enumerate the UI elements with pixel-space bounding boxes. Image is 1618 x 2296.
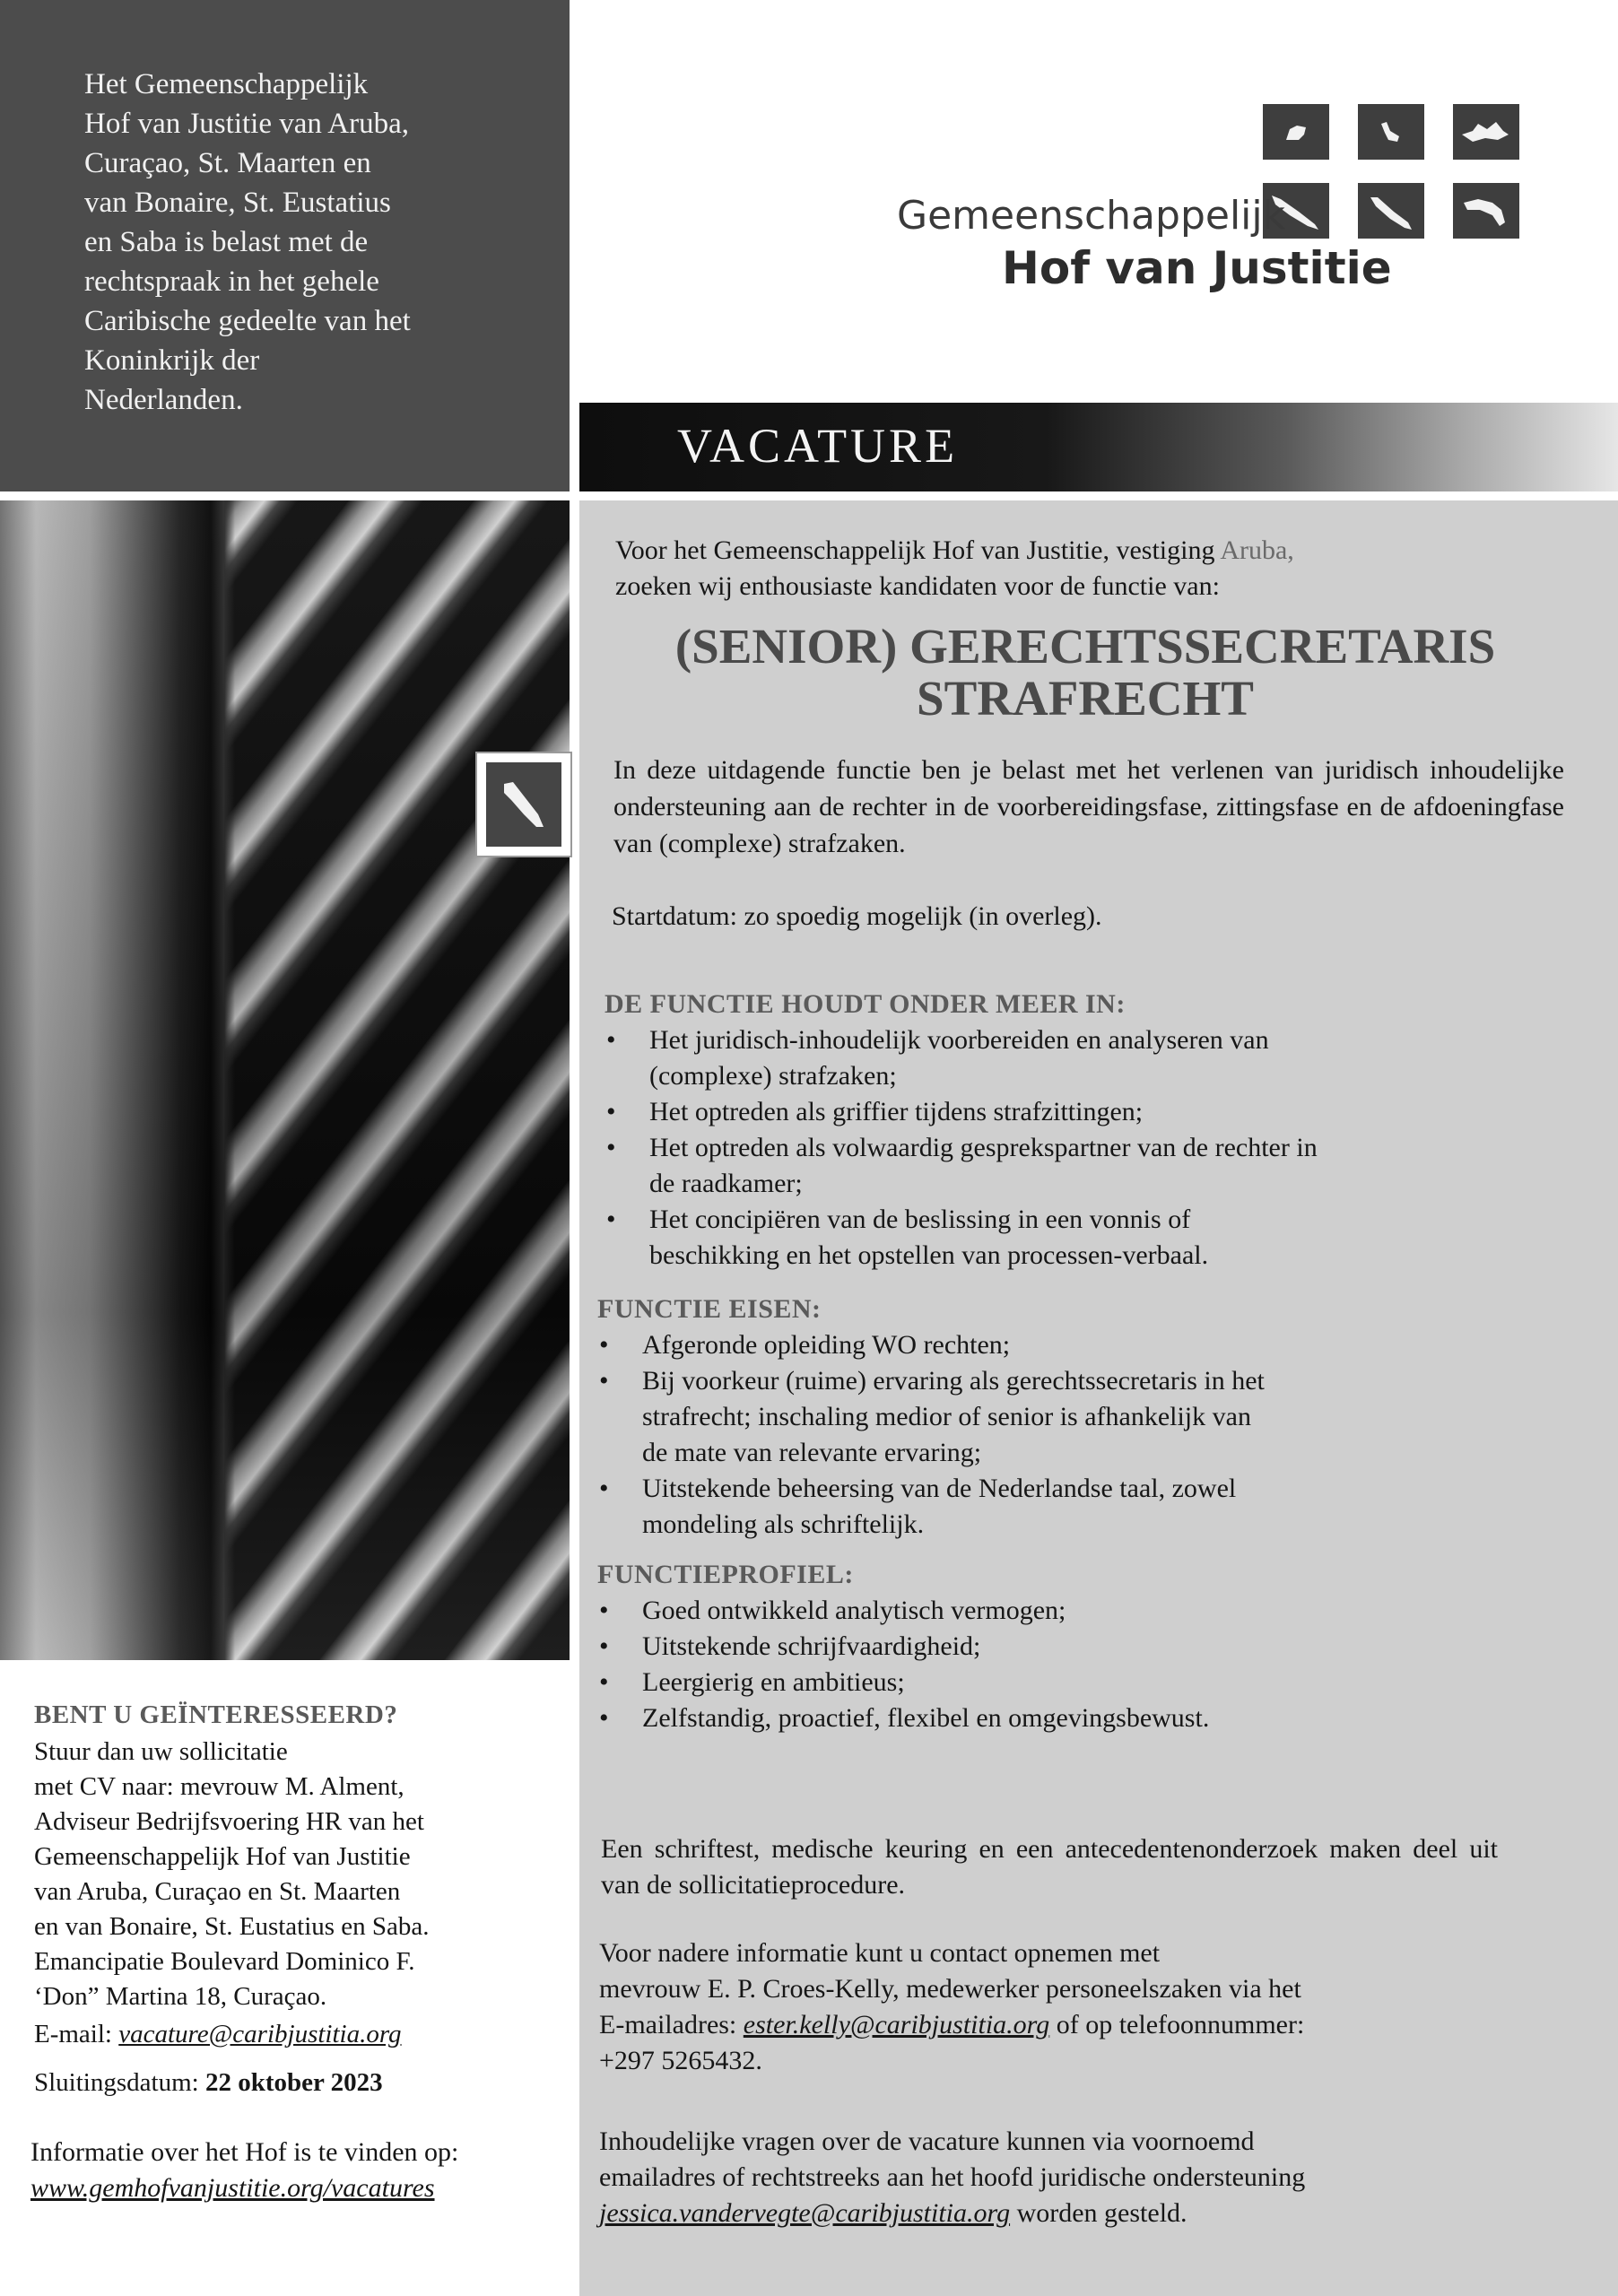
list-item: • Uitstekende beheersing van de Nederlandse taal, zowel mondeling als schriftelijk. (592, 1471, 1561, 1543)
list-item: • Het optreden als volwaardig gesprekspartner van de rechter in de raadkamer; (599, 1130, 1568, 1202)
contact-line1: Voor nadere informatie kunt u contact opnemen met (599, 1938, 1161, 1968)
saba-island-icon (1358, 104, 1424, 160)
deadline-label: Sluitingsdatum: (34, 2068, 205, 2097)
photo-pillar (0, 500, 224, 1660)
list-item: • Uitstekende schrijfvaardigheid; (592, 1629, 1561, 1665)
deadline-date: 22 oktober 2023 (204, 2068, 383, 2097)
intro-text: Het Gemeenschappelijk Hof van Justitie van Aruba, Curaçao, St. Maarten en van Bonaire, St. Eustatius en Saba is belast met de rechtspraak in het gehele Caribische gedeelte van het Koninkrijk der Nederlanden. (84, 68, 411, 416)
questions-line3 (599, 2196, 1586, 2231)
aruba-island-icon (486, 762, 561, 847)
apply-email-line (34, 2016, 563, 2052)
vacature-label: VACATURE (677, 419, 959, 473)
profile-heading: FUNCTIEPROFIEL: (597, 1560, 854, 1589)
contact-line3 (599, 2007, 1586, 2043)
apply-email-label: E-mail: (34, 2020, 119, 2048)
st-eustatius-island-icon (1453, 183, 1519, 239)
architecture-photo (0, 500, 570, 1660)
apply-email-link[interactable]: vacature@caribjustitia.org (118, 2020, 402, 2048)
st-maarten-island-icon (1453, 104, 1519, 160)
contact-email-link[interactable]: ester.kelly@caribjustitia.org (743, 2010, 1050, 2039)
requirements-heading: FUNCTIE EISEN: (597, 1294, 822, 1324)
aruba-badge (475, 752, 572, 857)
lead-line1 (615, 533, 1512, 569)
list-item: • Zelfstandig, proactief, flexibel en omgevingsbewust. (592, 1700, 1561, 1736)
list-item: • Bij voorkeur (ruime) ervaring als gerechtssecretaris in het strafrecht; inschaling medior of senior is afhankelijk van de mate van relevante ervaring; (592, 1363, 1561, 1471)
contact-line2: mevrouw E. P. Croes-Kelly, medewerker personeelszaken via het (599, 1974, 1301, 2004)
questions-line2: emailadres of rechtstreeks aan het hoofd juridische ondersteuning (599, 2162, 1306, 2192)
aruba-island-icon (1358, 183, 1424, 239)
deadline-line (34, 2065, 563, 2100)
contact-email-label: E-mailadres: (599, 2010, 744, 2039)
contact-phone: +297 5265432. (599, 2046, 762, 2075)
questions-line1: Inhoudelijke vragen over de vacature kunnen via voornoemd (599, 2126, 1255, 2156)
list-item: • Het concipiëren van de beslissing in een vonnis of beschikking en het opstellen van processen-verbaal. (599, 1202, 1568, 1274)
job-title: (SENIOR) GERECHTSSECRETARIS STRAFRECHT (674, 619, 1496, 726)
lead-prefix: Voor het Gemeenschappelijk Hof van Justitie, vestiging (615, 535, 1221, 565)
lead-location: Aruba, (1220, 535, 1294, 565)
list-item: • Leergierig en ambitieus; (592, 1665, 1561, 1700)
logo-text-line1: Gemeenschappelijk (897, 193, 1286, 239)
list-item: • Het optreden als griffier tijdens strafzittingen; (599, 1094, 1568, 1130)
procedure-text: Een schriftest, medische keuring en een antecedentenonderzoek maken deel uit van de sollicitatieprocedure. (601, 1834, 1498, 1900)
duties-list (599, 1022, 1568, 1274)
list-item: • Het juridisch-inhoudelijk voorbereiden en analyseren van (complexe) strafzaken; (599, 1022, 1568, 1094)
list-item: • Goed ontwikkeld analytisch vermogen; (592, 1593, 1561, 1629)
questions-suffix: worden gesteld. (1010, 2198, 1187, 2228)
contact-phone-label: of op telefoonnummer: (1049, 2010, 1305, 2039)
duties-heading: DE FUNCTIE HOUDT ONDER MEER IN: (605, 989, 1126, 1019)
lead-line2: zoeken wij enthousiaste kandidaten voor de functie van: (615, 571, 1220, 601)
logo-text-line2: Hof van Justitie (1002, 242, 1392, 294)
apply-heading: BENT U GEÏNTERESSEERD? (34, 1700, 398, 1729)
info-line: Informatie over het Hof is te vinden op: (30, 2137, 459, 2167)
start-date: Startdatum: zo spoedig mogelijk (in overleg). (612, 901, 1102, 931)
apply-body: Stuur dan uw sollicitatie met CV naar: mevrouw M. Alment, Adviseur Bedrijfsvoering HR van het Gemeenschappelijk Hof van Justitie van Aruba, Curaçao en St. Maarten en van Bonaire, St. Eustatius en Saba. Emancipatie Boulevard Dominico F. ‘Don” Martina 18, Curaçao. (34, 1737, 430, 2011)
job-description: In deze uitdagende functie ben je belast met het verlenen van juridisch inhoudelijke ondersteuning aan de rechter in de voorbereidingsfase, zittingsfase en de afdoeningfase van (complexe) strafzaken. (613, 755, 1564, 858)
profile-list (592, 1593, 1561, 1736)
questions-email-link[interactable]: jessica.vandervegte@caribjustitia.org (599, 2198, 1011, 2228)
bonaire-island-icon (1263, 104, 1329, 160)
list-item: • Afgeronde opleiding WO rechten; (592, 1327, 1561, 1363)
info-url-link[interactable]: www.gemhofvanjustitie.org/vacatures (30, 2173, 435, 2203)
requirements-list (592, 1327, 1561, 1543)
logo-mark (1263, 104, 1519, 239)
